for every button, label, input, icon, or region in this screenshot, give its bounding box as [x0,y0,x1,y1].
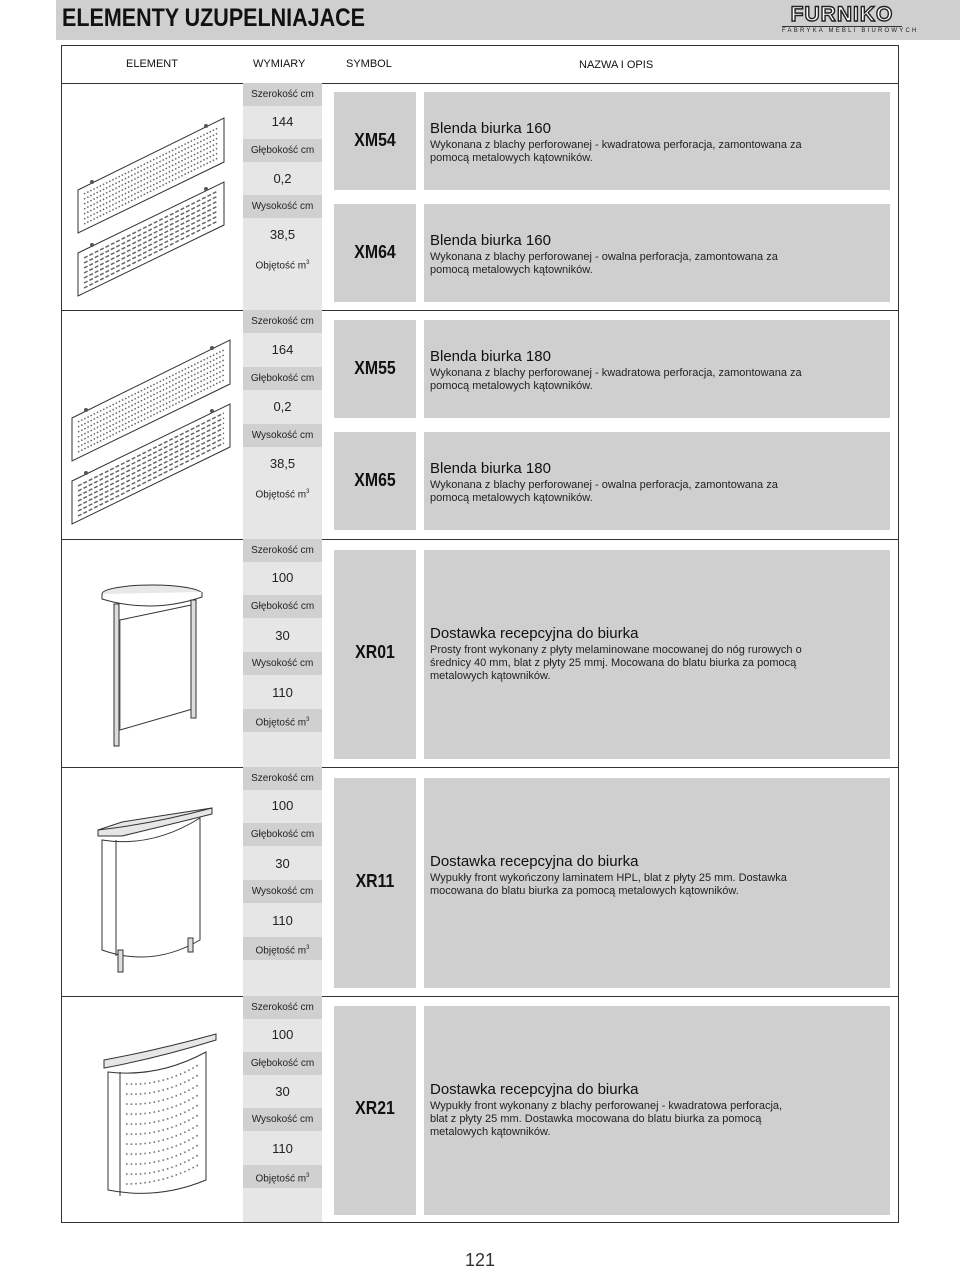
height-value: 38,5 [269,227,296,242]
volume-label: Objętość $m^3$ [243,937,322,960]
page-title: ELEMENTY UZUPELNIAJACE [62,4,366,32]
reception-desk-hpl-illustration [92,800,222,978]
product-name: Blenda biurka 160 [430,232,551,249]
logo-wordmark: FURNIKO [790,3,894,26]
reception-desk-tube-legs-illustration [98,580,218,755]
description-cell [424,432,890,530]
depth-label: Głębokość cm [243,823,322,846]
perforated-panel-illustration [66,318,236,533]
width-label: Szerokość cm [243,83,322,106]
width-value: 100 [271,1027,294,1042]
dimensions-cell [243,83,322,310]
dimensions-cell [243,310,322,539]
symbol-cell [334,550,416,759]
height-label: Wysokość cm [243,652,322,675]
depth-value: 30 [275,1084,290,1099]
volume-label: Objętość $m^3$ [243,481,322,504]
depth-value: 30 [275,856,290,871]
width-label: Szerokość cm [243,310,322,333]
width-value: 144 [271,114,294,129]
depth-label: Głębokość cm [243,139,322,162]
width-value: 164 [271,342,294,357]
product-name: Dostawka recepcyjna do biurka [430,853,639,870]
symbol-code: XM65 [354,470,396,490]
volume-label: Objętość $m^3$ [243,709,322,732]
row-divider [61,83,899,84]
depth-label: Głębokość cm [243,595,322,618]
product-description: Wypukły front wykończony laminatem HPL, blat z płyty 25 mm. Dostawka mocowana do blatu biurka za pomocą metalowych kątowników. [430,872,787,897]
width-label: Szerokość cm [243,996,322,1019]
description-cell [424,778,890,988]
height-label: Wysokość cm [243,880,322,903]
logo-tagline: FABRYKA MEBLI BIUROWYCH [782,28,919,34]
row-divider [61,310,899,311]
symbol-code: XR11 [355,871,395,891]
col-header-symbol: SYMBOL [346,58,392,70]
symbol-code: XM54 [354,130,396,150]
col-header-wymiary: WYMIARY [253,58,306,70]
symbol-cell [334,432,416,530]
description-cell [424,204,890,302]
width-label: Szerokość cm [243,767,322,790]
symbol-code: XR01 [355,642,395,662]
symbol-cell [334,92,416,190]
brand-logo [782,3,919,34]
col-header-nazwa: NAZWA I OPIS [579,59,654,71]
width-value: 100 [271,798,294,813]
col-header-element: ELEMENT [126,58,178,70]
height-label: Wysokość cm [243,424,322,447]
product-description: Wykonana z blachy perforowanej - kwadratowa perforacja, zamontowana za pomocą metalowych kątowników. [430,367,802,392]
perforated-panel-illustration [72,90,232,305]
description-cell [424,320,890,418]
height-value: 110 [272,913,293,928]
depth-value: 0,2 [273,171,292,186]
dimensions-cell [243,767,322,996]
symbol-code: XR21 [355,1098,395,1118]
height-value: 110 [272,685,293,700]
row-divider [61,996,899,997]
depth-value: 30 [275,628,290,643]
symbol-cell [334,320,416,418]
height-value: 110 [272,1141,293,1156]
product-description: Wykonana z blachy perforowanej - owalna perforacja, zamontowana za pomocą metalowych kątowników. [430,251,778,276]
description-cell [424,550,890,759]
symbol-code: XM55 [354,358,396,378]
product-name: Dostawka recepcyjna do biurka [430,1081,639,1098]
depth-label: Głębokość cm [243,367,322,390]
depth-value: 0,2 [273,399,292,414]
product-description: Wykonana z blachy perforowanej - owalna perforacja, zamontowana za pomocą metalowych kątowników. [430,479,778,504]
description-cell [424,92,890,190]
depth-label: Głębokość cm [243,1052,322,1075]
product-name: Blenda biurka 160 [430,120,551,137]
width-label: Szerokość cm [243,539,322,562]
symbol-cell [334,204,416,302]
reception-desk-perforated-illustration [98,1020,228,1210]
height-label: Wysokość cm [243,1108,322,1131]
dimensions-cell [243,539,322,767]
row-divider [61,539,899,540]
symbol-cell [334,778,416,988]
product-name: Blenda biurka 180 [430,460,551,477]
volume-label: Objętość $m^3$ [243,252,322,275]
logo-rule [782,26,902,27]
product-description: Wypukły front wykonany z blachy perforowanej - kwadratowa perforacja, blat z płyty 25 mm. Dostawka mocowana do blatu biurka za pomocą metalowych kątowników. [430,1100,783,1138]
product-name: Dostawka recepcyjna do biurka [430,625,639,642]
description-cell [424,1006,890,1215]
dimensions-cell [243,996,322,1222]
width-value: 100 [271,570,294,585]
product-name: Blenda biurka 180 [430,348,551,365]
symbol-code: XM64 [354,242,396,262]
product-description: Wykonana z blachy perforowanej - kwadratowa perforacja, zamontowana za pomocą metalowych kątowników. [430,139,802,164]
row-divider [61,767,899,768]
height-value: 38,5 [269,456,296,471]
product-description: Prosty front wykonany z płyty melaminowane mocowanej do nóg rurowych o średnicy 40 mm, blat z płyty 25 mmj. Mocowana do blatu biurka za pomocą metalowych kątowników. [430,644,802,682]
volume-label: Objętość $m^3$ [243,1165,322,1188]
symbol-cell [334,1006,416,1215]
height-label: Wysokość cm [243,195,322,218]
page-number: 121 [464,1250,496,1270]
